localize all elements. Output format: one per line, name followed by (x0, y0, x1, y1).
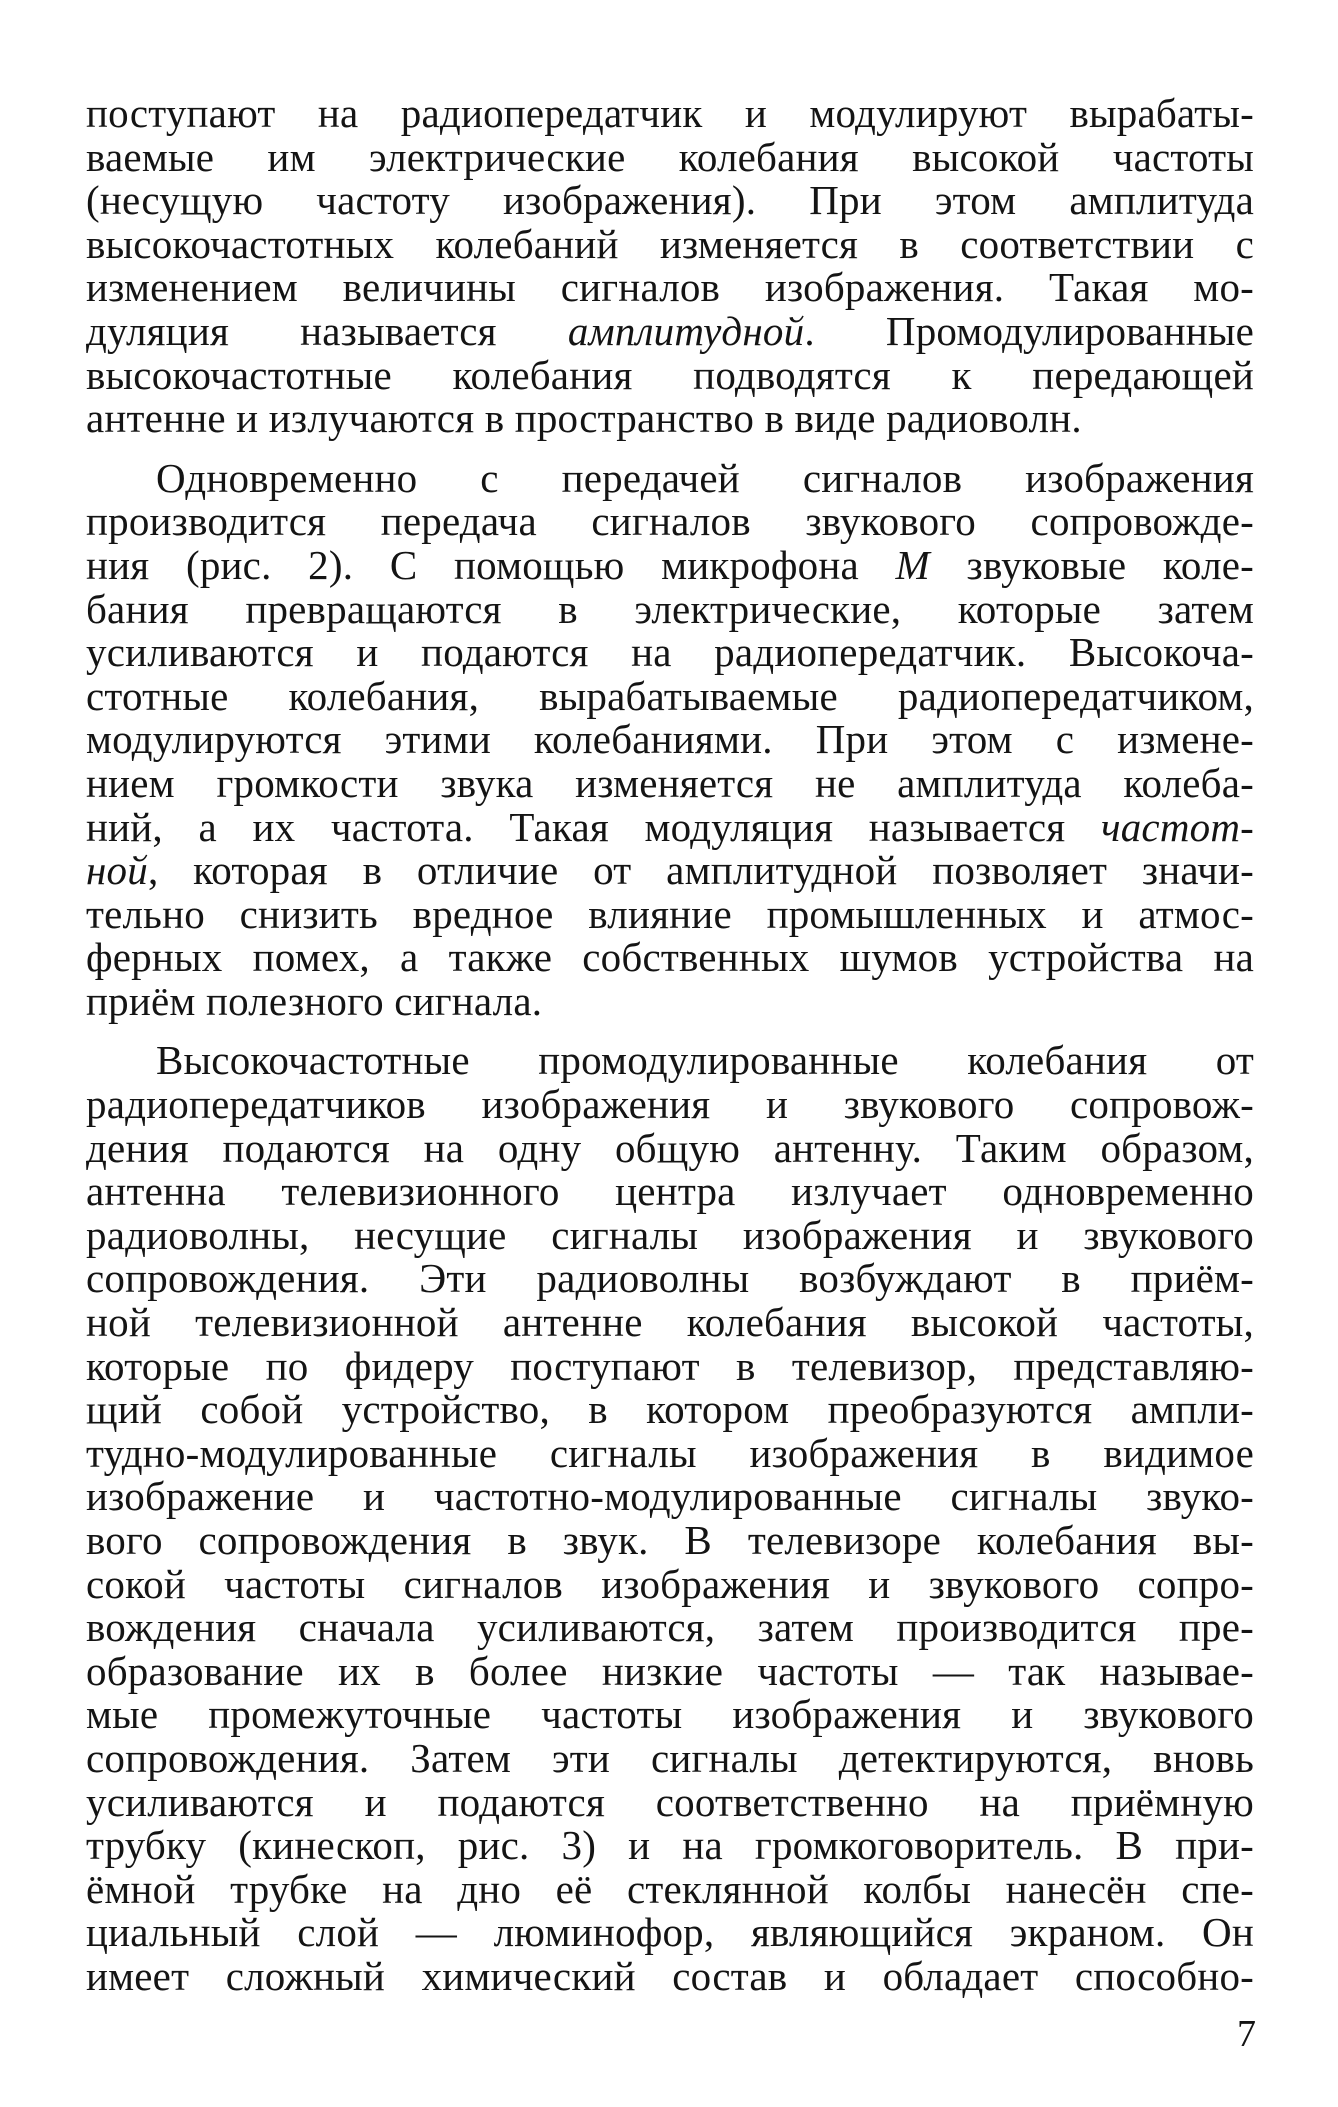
text-line: изменением величины сигналов изображения. Такая мо- (86, 264, 1254, 311)
page-body (86, 92, 1254, 1999)
text-line: вождения сначала усиливаются, затем производится пре- (86, 1604, 1254, 1651)
text-line: щий собой устройство, в котором преобразуются ампли- (86, 1386, 1254, 1433)
text-line: сопровождения. Эти радиоволны возбуждают в приём- (86, 1255, 1254, 1302)
text-line: сопровождения. Затем эти сигналы детектируются, вновь (86, 1734, 1254, 1781)
text-line: усиливаются и подаются соответственно на приёмную (86, 1778, 1254, 1825)
text-line: трубку (кинескоп, рис. 3) и на громкоговоритель. В при- (86, 1822, 1254, 1869)
text-line: высокочастотных колебаний изменяется в соответствии с (86, 220, 1254, 267)
text-line: ния (рис. 2). С помощью микрофона М звуковые коле- (86, 541, 1255, 588)
text-line: производится передача сигналов звукового сопровожде- (86, 498, 1254, 545)
text-line: ваемые им электрические колебания высокой частоты (86, 133, 1254, 180)
paragraph-3 (86, 1039, 1254, 1998)
text-line: радиоволны, несущие сигналы изображения и звукового (86, 1211, 1254, 1258)
text-line: сокой частоты сигналов изображения и звукового сопро- (86, 1560, 1254, 1607)
text-line: усиливаются и подаются на радиопередатчик. Высокоча- (86, 629, 1254, 676)
text-line: бания превращаются в электрические, которые затем (86, 585, 1254, 632)
text-line: ёмной трубке на дно её стеклянной колбы нанесён спе- (86, 1865, 1254, 1912)
text-line: радиопередатчиков изображения и звукового сопровож- (86, 1081, 1254, 1128)
text-line: которые по фидеру поступают в телевизор, представляю- (86, 1342, 1254, 1389)
text-line: дения подаются на одну общую антенну. Таким образом, (86, 1124, 1254, 1171)
text-line: стотные колебания, вырабатываемые радиопередатчиком, (86, 672, 1254, 719)
text-line: имеет сложный химический состав и обладает способно- (86, 1952, 1254, 1999)
text-line: высокочастотные колебания подводятся к передающей (86, 351, 1254, 398)
paragraph-2 (86, 454, 1255, 1024)
paragraph-1 (86, 92, 1254, 441)
text-line: поступают на радиопередатчик и модулируют вырабаты- (86, 90, 1254, 136)
text-line: антенне и излучаются в пространство в виде радиоволн. (86, 395, 1082, 442)
text-line: вого сопровождения в звук. В телевизоре колебания вы- (86, 1517, 1254, 1563)
text-line: нием громкости звука изменяется не амплитуда колеба- (86, 759, 1254, 806)
text-line: модулируются этими колебаниями. При этом с измене- (86, 716, 1254, 763)
text-line: ферных помех, а также собственных шумов устройства на (86, 934, 1254, 981)
text-line: тельно снизить вредное влияние промышленных и атмос- (86, 890, 1254, 937)
text-line: образование их в более низкие частоты — так называе- (86, 1647, 1254, 1694)
text-line: ной, которая в отличие от амплитудной позволяет значи- (86, 847, 1254, 894)
text-line: тудно-модулированные сигналы изображения в видимое (86, 1429, 1254, 1476)
text-line: дуляция называется амплитудной. Промодулированные (86, 307, 1254, 354)
text-line: (несущую частоту изображения). При этом амплитуда (86, 177, 1254, 224)
text-line: Высокочастотные промодулированные колебания от (156, 1037, 1254, 1084)
text-line: изображение и частотно-модулированные сигналы звуко- (86, 1473, 1254, 1520)
text-line: мые промежуточные частоты изображения и звукового (86, 1691, 1254, 1738)
text-line: ной телевизионной антенне колебания высокой частоты, (86, 1299, 1254, 1346)
text-line: циальный слой — люминофор, являющийся экраном. Он (86, 1909, 1254, 1956)
text-line: Одновременно с передачей сигналов изображения (156, 454, 1254, 501)
page-number: 7 (1237, 2013, 1256, 2055)
text-line: ний, а их частота. Такая модуляция называется частот- (86, 803, 1254, 850)
text-line: приём полезного сигнала. (86, 977, 543, 1024)
text-line: антенна телевизионного центра излучает одновременно (86, 1168, 1254, 1215)
